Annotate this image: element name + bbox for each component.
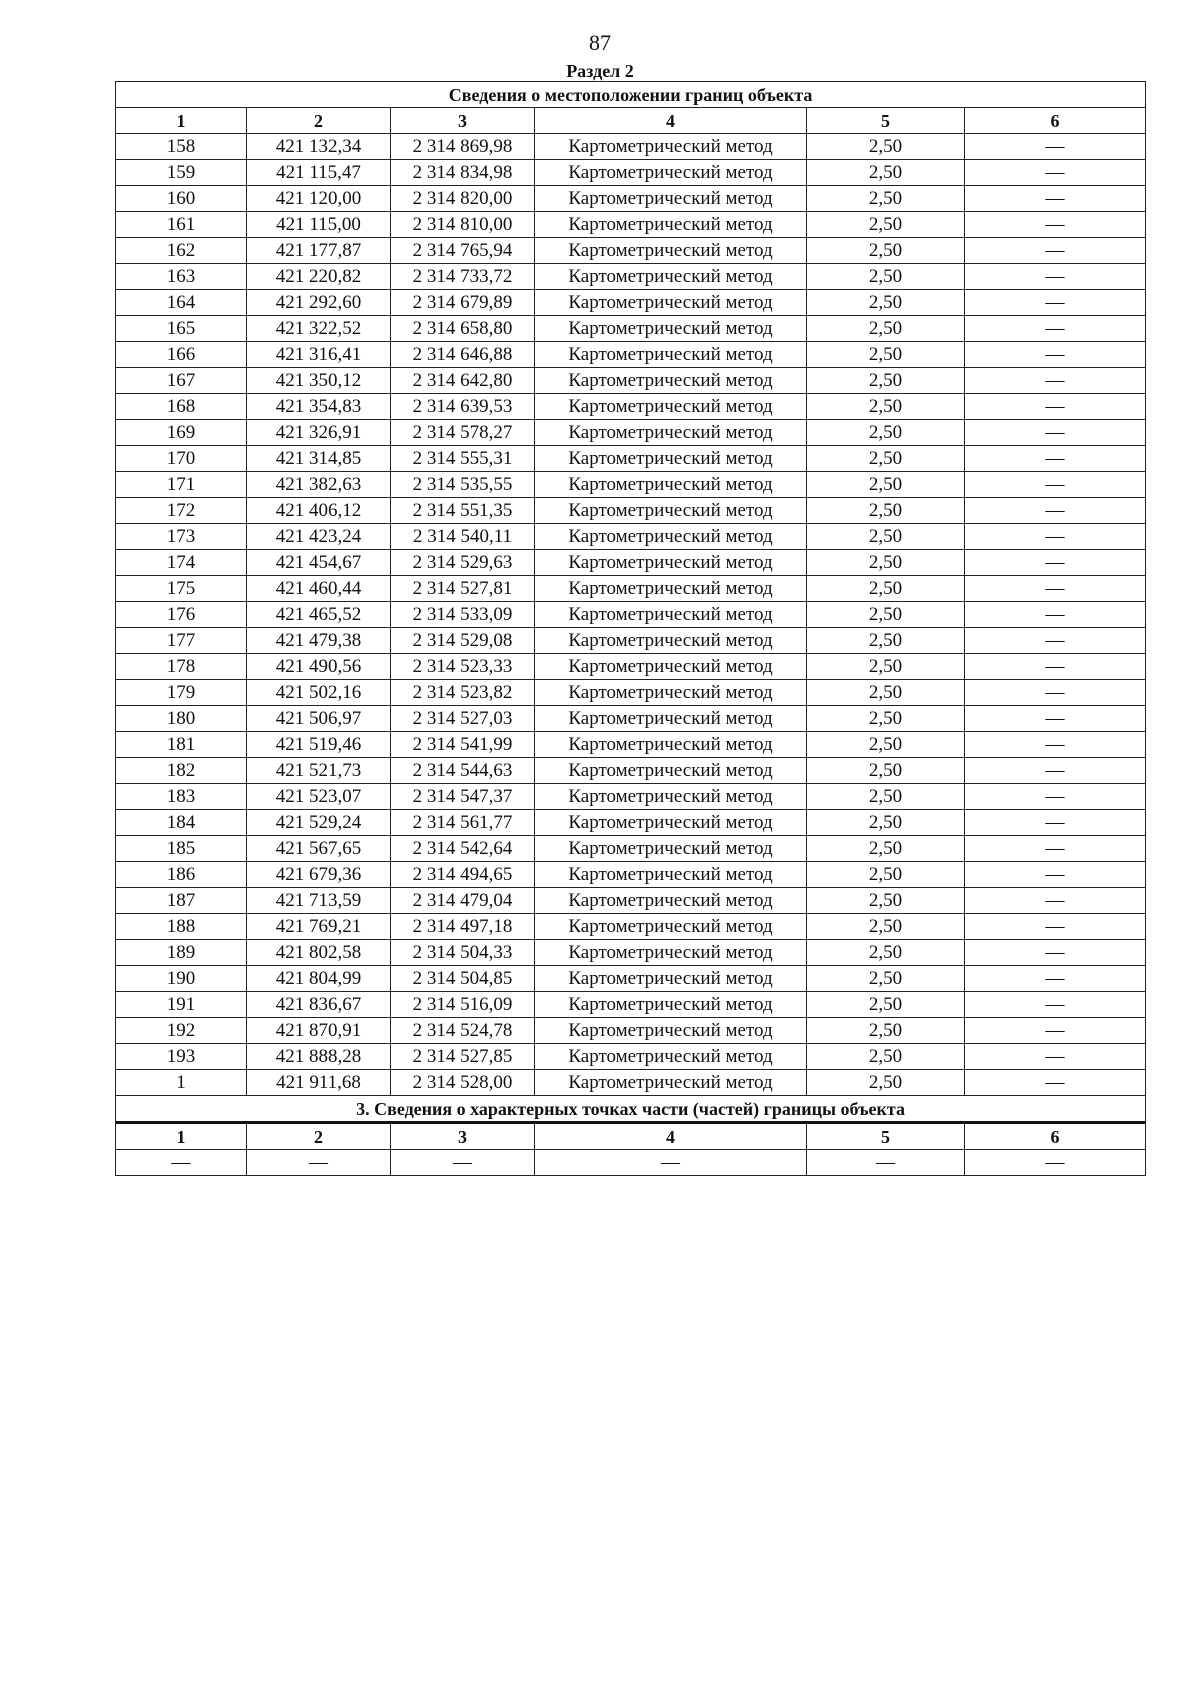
x-coordinate: 421 836,67 [247, 992, 391, 1018]
description: — [965, 862, 1146, 888]
description: — [965, 992, 1146, 1018]
accuracy: 2,50 [807, 238, 965, 264]
description: — [965, 888, 1146, 914]
accuracy: 2,50 [807, 368, 965, 394]
x-coordinate: 421 567,65 [247, 836, 391, 862]
x-coordinate: 421 523,07 [247, 784, 391, 810]
section-label: Раздел 2 [566, 61, 634, 81]
point-number: 160 [116, 186, 247, 212]
x-coordinate: 421 460,44 [247, 576, 391, 602]
x-coordinate: 421 132,34 [247, 134, 391, 160]
accuracy: 2,50 [807, 342, 965, 368]
accuracy: 2,50 [807, 524, 965, 550]
x-coordinate: 421 350,12 [247, 368, 391, 394]
point-number: 173 [116, 524, 247, 550]
x-coordinate: 421 292,60 [247, 290, 391, 316]
point-number: 182 [116, 758, 247, 784]
x-coordinate: 421 502,16 [247, 680, 391, 706]
accuracy: 2,50 [807, 316, 965, 342]
y-coordinate: 2 314 494,65 [391, 862, 535, 888]
point-number: 175 [116, 576, 247, 602]
accuracy: 2,50 [807, 654, 965, 680]
column-number: 1 [116, 108, 247, 134]
y-coordinate: 2 314 533,09 [391, 602, 535, 628]
description: — [965, 238, 1146, 264]
table-row [116, 186, 1146, 212]
description: — [965, 524, 1146, 550]
table-row [116, 602, 1146, 628]
point-number: 191 [116, 992, 247, 1018]
y-coordinate: 2 314 535,55 [391, 472, 535, 498]
accuracy: 2,50 [807, 420, 965, 446]
point-number: 187 [116, 888, 247, 914]
description: — [965, 1070, 1146, 1096]
description: — [965, 160, 1146, 186]
method: Картометрический метод [535, 576, 807, 602]
point-number: 165 [116, 316, 247, 342]
method: Картометрический метод [535, 628, 807, 654]
accuracy: 2,50 [807, 186, 965, 212]
accuracy: 2,50 [807, 810, 965, 836]
table-body [116, 82, 1146, 1176]
table-row [116, 836, 1146, 862]
point-number: 170 [116, 446, 247, 472]
method: Картометрический метод [535, 992, 807, 1018]
description: — [965, 342, 1146, 368]
description: — [965, 212, 1146, 238]
x-coordinate: 421 804,99 [247, 966, 391, 992]
table-row [116, 966, 1146, 992]
method: Картометрический метод [535, 420, 807, 446]
x-coordinate: 421 679,36 [247, 862, 391, 888]
table-row [116, 810, 1146, 836]
point-number: 162 [116, 238, 247, 264]
y-coordinate: 2 314 639,53 [391, 394, 535, 420]
point-number: 158 [116, 134, 247, 160]
method: Картометрический метод [535, 836, 807, 862]
table-row [116, 654, 1146, 680]
column-number: 4 [535, 108, 807, 134]
x-coordinate: 421 115,00 [247, 212, 391, 238]
method: Картометрический метод [535, 1070, 807, 1096]
method: Картометрический метод [535, 498, 807, 524]
method: Картометрический метод [535, 888, 807, 914]
y-coordinate: 2 314 516,09 [391, 992, 535, 1018]
description: — [965, 706, 1146, 732]
point-number: 171 [116, 472, 247, 498]
y-coordinate: 2 314 578,27 [391, 420, 535, 446]
point-number: 167 [116, 368, 247, 394]
method: Картометрический метод [535, 368, 807, 394]
description: — [965, 472, 1146, 498]
point-number: 186 [116, 862, 247, 888]
method: Картометрический метод [535, 862, 807, 888]
boundary-coordinates-table [115, 81, 1146, 1176]
description: — [965, 602, 1146, 628]
y-coordinate: 2 314 529,08 [391, 628, 535, 654]
x-coordinate: 421 888,28 [247, 1044, 391, 1070]
accuracy: 2,50 [807, 992, 965, 1018]
accuracy: 2,50 [807, 784, 965, 810]
accuracy: 2,50 [807, 290, 965, 316]
method: Картометрический метод [535, 1018, 807, 1044]
method: Картометрический метод [535, 316, 807, 342]
description: — [965, 1150, 1146, 1176]
description: — [965, 810, 1146, 836]
method: Картометрический метод [535, 680, 807, 706]
method: Картометрический метод [535, 810, 807, 836]
x-coordinate: 421 322,52 [247, 316, 391, 342]
point-number: 193 [116, 1044, 247, 1070]
column-number: 1 [116, 1123, 247, 1150]
point-number: 168 [116, 394, 247, 420]
y-coordinate: — [391, 1150, 535, 1176]
description: — [965, 1044, 1146, 1070]
column-number-row [116, 1123, 1146, 1150]
accuracy: 2,50 [807, 550, 965, 576]
table-row [116, 1150, 1146, 1176]
method: Картометрический метод [535, 758, 807, 784]
accuracy: 2,50 [807, 836, 965, 862]
y-coordinate: 2 314 528,00 [391, 1070, 535, 1096]
x-coordinate: 421 177,87 [247, 238, 391, 264]
x-coordinate: 421 326,91 [247, 420, 391, 446]
point-number: 188 [116, 914, 247, 940]
page-number: 87 [589, 30, 611, 55]
table-row [116, 368, 1146, 394]
method: Картометрический метод [535, 914, 807, 940]
method: Картометрический метод [535, 160, 807, 186]
table-row [116, 550, 1146, 576]
method: Картометрический метод [535, 602, 807, 628]
accuracy: 2,50 [807, 680, 965, 706]
x-coordinate: 421 870,91 [247, 1018, 391, 1044]
x-coordinate: 421 465,52 [247, 602, 391, 628]
table-row [116, 498, 1146, 524]
point-number: 176 [116, 602, 247, 628]
description: — [965, 628, 1146, 654]
method: Картометрический метод [535, 524, 807, 550]
x-coordinate: 421 490,56 [247, 654, 391, 680]
description: — [965, 290, 1146, 316]
y-coordinate: 2 314 527,85 [391, 1044, 535, 1070]
accuracy: 2,50 [807, 498, 965, 524]
x-coordinate: 421 423,24 [247, 524, 391, 550]
table-row [116, 342, 1146, 368]
method: Картометрический метод [535, 784, 807, 810]
y-coordinate: 2 314 523,82 [391, 680, 535, 706]
x-coordinate: 421 802,58 [247, 940, 391, 966]
description: — [965, 394, 1146, 420]
y-coordinate: 2 314 541,99 [391, 732, 535, 758]
table-row [116, 316, 1146, 342]
table-row [116, 290, 1146, 316]
y-coordinate: 2 314 733,72 [391, 264, 535, 290]
accuracy: 2,50 [807, 1070, 965, 1096]
description: — [965, 576, 1146, 602]
point-number: 184 [116, 810, 247, 836]
y-coordinate: 2 314 524,78 [391, 1018, 535, 1044]
table-row [116, 862, 1146, 888]
x-coordinate: — [247, 1150, 391, 1176]
accuracy: 2,50 [807, 212, 965, 238]
table-row [116, 888, 1146, 914]
x-coordinate: 421 316,41 [247, 342, 391, 368]
column-number: 5 [807, 1123, 965, 1150]
point-number: 174 [116, 550, 247, 576]
point-number: 169 [116, 420, 247, 446]
accuracy: — [807, 1150, 965, 1176]
description: — [965, 758, 1146, 784]
description: — [965, 732, 1146, 758]
x-coordinate: 421 354,83 [247, 394, 391, 420]
y-coordinate: 2 314 834,98 [391, 160, 535, 186]
method: Картометрический метод [535, 732, 807, 758]
accuracy: 2,50 [807, 914, 965, 940]
accuracy: 2,50 [807, 134, 965, 160]
column-number: 3 [391, 1123, 535, 1150]
method: Картометрический метод [535, 654, 807, 680]
point-number: 192 [116, 1018, 247, 1044]
point-number: 161 [116, 212, 247, 238]
x-coordinate: 421 519,46 [247, 732, 391, 758]
description: — [965, 316, 1146, 342]
description: — [965, 186, 1146, 212]
x-coordinate: 421 529,24 [247, 810, 391, 836]
description: — [965, 680, 1146, 706]
method: Картометрический метод [535, 290, 807, 316]
accuracy: 2,50 [807, 394, 965, 420]
point-number: 166 [116, 342, 247, 368]
point-number: 172 [116, 498, 247, 524]
x-coordinate: 421 713,59 [247, 888, 391, 914]
method: Картометрический метод [535, 212, 807, 238]
table-row [116, 940, 1146, 966]
table-row [116, 732, 1146, 758]
accuracy: 2,50 [807, 706, 965, 732]
y-coordinate: 2 314 820,00 [391, 186, 535, 212]
accuracy: 2,50 [807, 446, 965, 472]
y-coordinate: 2 314 646,88 [391, 342, 535, 368]
point-number: 183 [116, 784, 247, 810]
description: — [965, 498, 1146, 524]
accuracy: 2,50 [807, 628, 965, 654]
y-coordinate: 2 314 658,80 [391, 316, 535, 342]
x-coordinate: 421 314,85 [247, 446, 391, 472]
method: Картометрический метод [535, 394, 807, 420]
description: — [965, 940, 1146, 966]
x-coordinate: 421 382,63 [247, 472, 391, 498]
table-row [116, 238, 1146, 264]
point-number: 178 [116, 654, 247, 680]
description: — [965, 550, 1146, 576]
y-coordinate: 2 314 527,81 [391, 576, 535, 602]
table-row [116, 706, 1146, 732]
table-row [116, 134, 1146, 160]
accuracy: 2,50 [807, 888, 965, 914]
y-coordinate: 2 314 504,85 [391, 966, 535, 992]
y-coordinate: 2 314 529,63 [391, 550, 535, 576]
table-row [116, 1070, 1146, 1096]
method: Картометрический метод [535, 706, 807, 732]
y-coordinate: 2 314 561,77 [391, 810, 535, 836]
y-coordinate: 2 314 542,64 [391, 836, 535, 862]
column-number: 6 [965, 1123, 1146, 1150]
table-row [116, 758, 1146, 784]
method: Картометрический метод [535, 472, 807, 498]
point-number: 163 [116, 264, 247, 290]
method: Картометрический метод [535, 238, 807, 264]
description: — [965, 654, 1146, 680]
description: — [965, 446, 1146, 472]
x-coordinate: 421 120,00 [247, 186, 391, 212]
accuracy: 2,50 [807, 862, 965, 888]
column-number: 5 [807, 108, 965, 134]
table-row [116, 914, 1146, 940]
x-coordinate: 421 911,68 [247, 1070, 391, 1096]
method: Картометрический метод [535, 264, 807, 290]
y-coordinate: 2 314 642,80 [391, 368, 535, 394]
description: — [965, 264, 1146, 290]
point-number: 181 [116, 732, 247, 758]
y-coordinate: 2 314 547,37 [391, 784, 535, 810]
y-coordinate: 2 314 555,31 [391, 446, 535, 472]
method: Картометрический метод [535, 446, 807, 472]
point-number: 159 [116, 160, 247, 186]
description: — [965, 1018, 1146, 1044]
method: Картометрический метод [535, 550, 807, 576]
table-row [116, 446, 1146, 472]
accuracy: 2,50 [807, 472, 965, 498]
point-number: 180 [116, 706, 247, 732]
y-coordinate: 2 314 497,18 [391, 914, 535, 940]
table-row [116, 576, 1146, 602]
method: Картометрический метод [535, 1044, 807, 1070]
description: — [965, 784, 1146, 810]
x-coordinate: 421 506,97 [247, 706, 391, 732]
accuracy: 2,50 [807, 940, 965, 966]
point-number: 185 [116, 836, 247, 862]
point-number: — [116, 1150, 247, 1176]
table-row [116, 1018, 1146, 1044]
column-number: 6 [965, 108, 1146, 134]
y-coordinate: 2 314 810,00 [391, 212, 535, 238]
x-coordinate: 421 769,21 [247, 914, 391, 940]
column-number: 2 [247, 1123, 391, 1150]
point-number: 179 [116, 680, 247, 706]
accuracy: 2,50 [807, 758, 965, 784]
accuracy: 2,50 [807, 264, 965, 290]
point-number: 190 [116, 966, 247, 992]
x-coordinate: 421 406,12 [247, 498, 391, 524]
y-coordinate: 2 314 540,11 [391, 524, 535, 550]
table-row [116, 628, 1146, 654]
section3-title: 3. Сведения о характерных точках части (частей) границы объекта [116, 1096, 1146, 1123]
column-number-row [116, 108, 1146, 134]
description: — [965, 420, 1146, 446]
method: — [535, 1150, 807, 1176]
point-number: 189 [116, 940, 247, 966]
x-coordinate: 421 479,38 [247, 628, 391, 654]
column-number: 2 [247, 108, 391, 134]
description: — [965, 134, 1146, 160]
y-coordinate: 2 314 551,35 [391, 498, 535, 524]
y-coordinate: 2 314 527,03 [391, 706, 535, 732]
x-coordinate: 421 521,73 [247, 758, 391, 784]
table-row [116, 524, 1146, 550]
table-row [116, 264, 1146, 290]
y-coordinate: 2 314 479,04 [391, 888, 535, 914]
y-coordinate: 2 314 504,33 [391, 940, 535, 966]
table-row [116, 212, 1146, 238]
x-coordinate: 421 220,82 [247, 264, 391, 290]
accuracy: 2,50 [807, 1044, 965, 1070]
point-number: 177 [116, 628, 247, 654]
x-coordinate: 421 115,47 [247, 160, 391, 186]
method: Картометрический метод [535, 134, 807, 160]
point-number: 164 [116, 290, 247, 316]
table-row [116, 394, 1146, 420]
table-title: Сведения о местоположении границ объекта [116, 82, 1146, 108]
accuracy: 2,50 [807, 576, 965, 602]
table-row [116, 680, 1146, 706]
table-row [116, 420, 1146, 446]
description: — [965, 966, 1146, 992]
table-row [116, 784, 1146, 810]
y-coordinate: 2 314 544,63 [391, 758, 535, 784]
method: Картометрический метод [535, 342, 807, 368]
table-title-row [116, 82, 1146, 108]
description: — [965, 914, 1146, 940]
table-row [116, 472, 1146, 498]
method: Картометрический метод [535, 186, 807, 212]
description: — [965, 368, 1146, 394]
x-coordinate: 421 454,67 [247, 550, 391, 576]
table-row [116, 160, 1146, 186]
y-coordinate: 2 314 679,89 [391, 290, 535, 316]
description: — [965, 836, 1146, 862]
accuracy: 2,50 [807, 1018, 965, 1044]
y-coordinate: 2 314 523,33 [391, 654, 535, 680]
point-number: 1 [116, 1070, 247, 1096]
section3-title-row [116, 1096, 1146, 1123]
table-row [116, 992, 1146, 1018]
method: Картометрический метод [535, 940, 807, 966]
accuracy: 2,50 [807, 966, 965, 992]
accuracy: 2,50 [807, 602, 965, 628]
accuracy: 2,50 [807, 732, 965, 758]
accuracy: 2,50 [807, 160, 965, 186]
column-number: 3 [391, 108, 535, 134]
y-coordinate: 2 314 869,98 [391, 134, 535, 160]
method: Картометрический метод [535, 966, 807, 992]
table-row [116, 1044, 1146, 1070]
y-coordinate: 2 314 765,94 [391, 238, 535, 264]
column-number: 4 [535, 1123, 807, 1150]
